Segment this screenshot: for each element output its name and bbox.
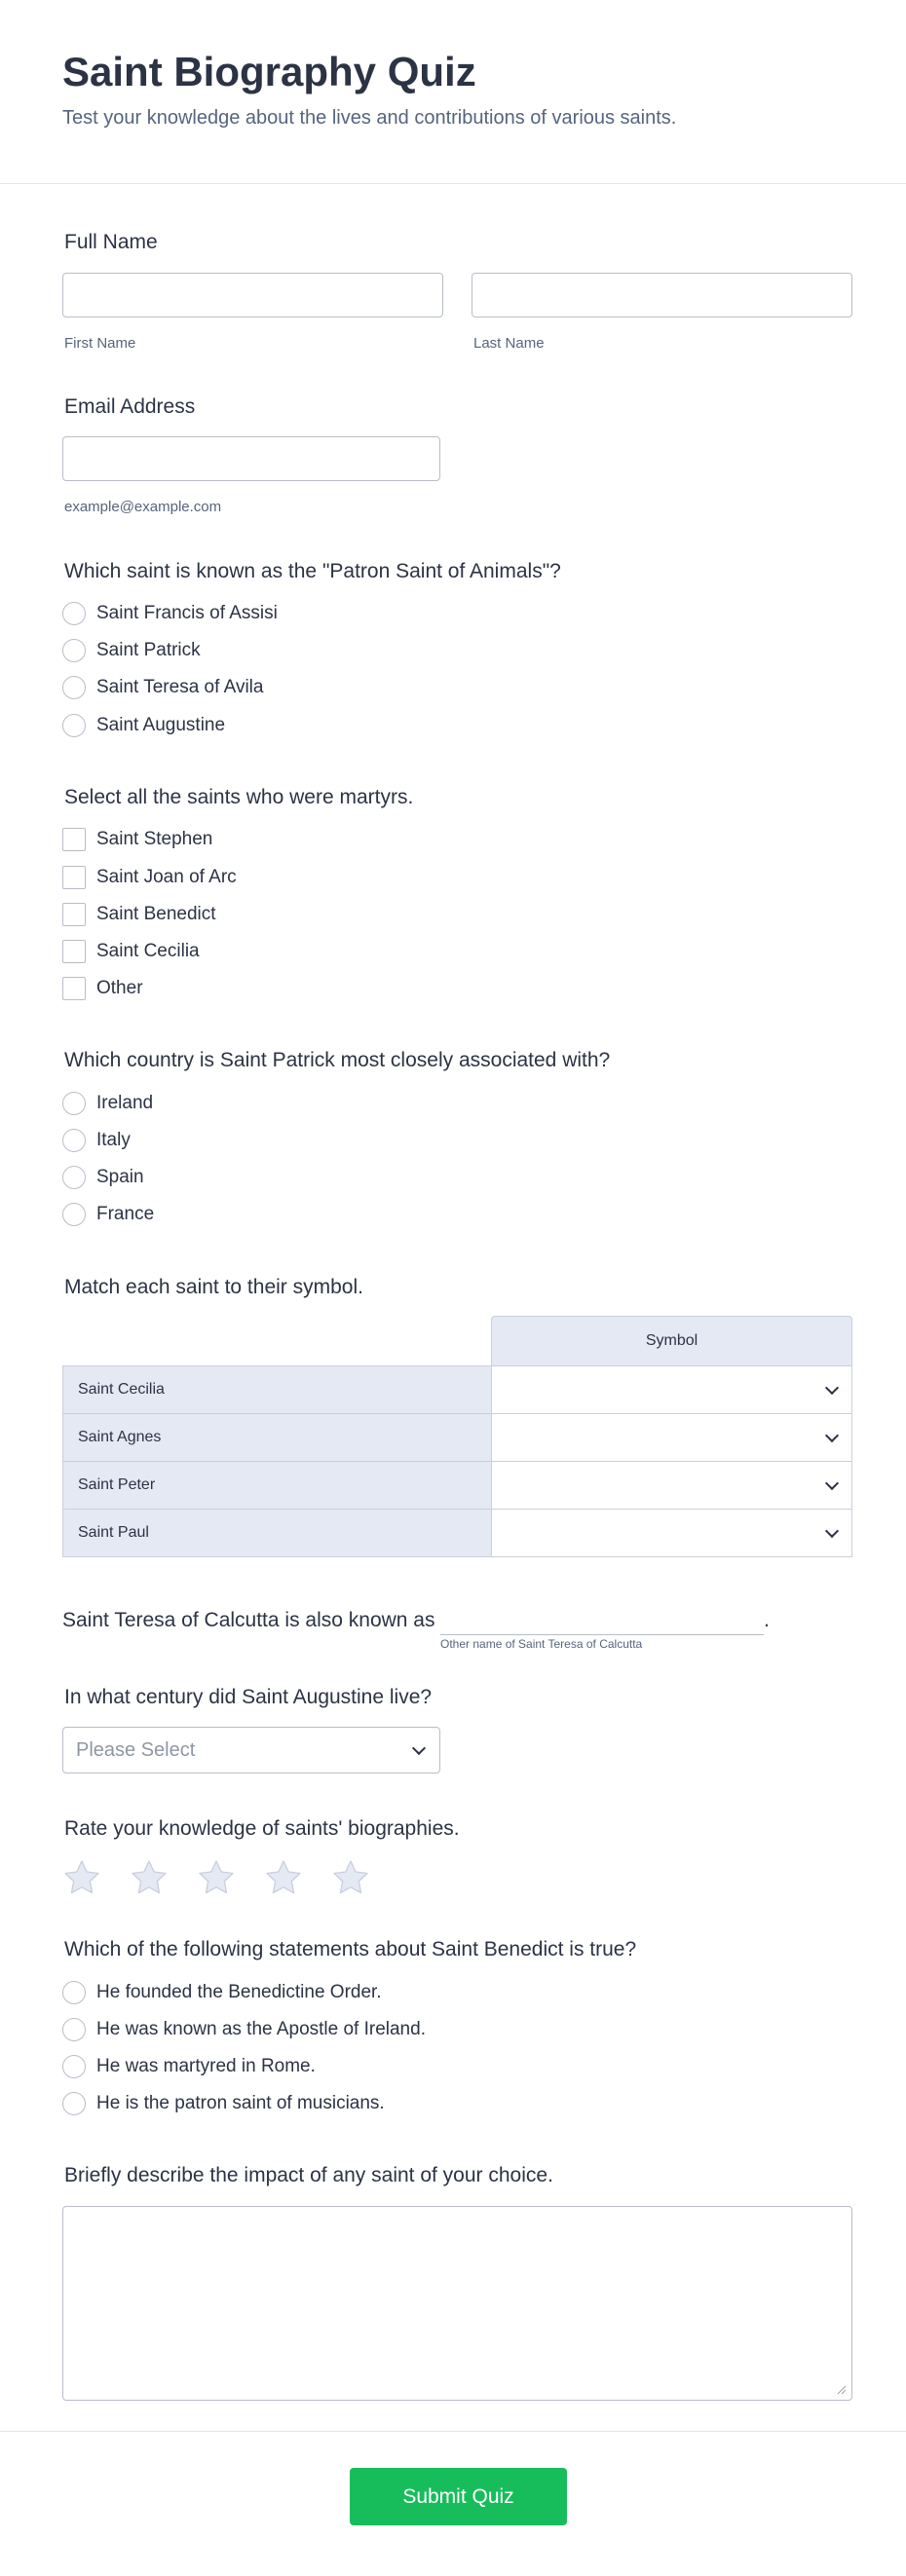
radio-button[interactable] [62, 602, 86, 625]
matrix-column-header: Symbol [491, 1316, 852, 1366]
radio-button[interactable] [62, 1203, 86, 1226]
option-label: Saint Francis of Assisi [96, 603, 278, 623]
page-subtitle: Test your knowledge about the lives and contributions of various saints. [62, 107, 677, 129]
radio-option[interactable] [62, 711, 225, 740]
radio-option[interactable] [62, 599, 278, 628]
page-title: Saint Biography Quiz [62, 49, 476, 94]
fill-blank-period: . [764, 1609, 770, 1631]
email-label: Email Address [64, 395, 196, 418]
matrix-row-label: Saint Agnes [62, 1413, 492, 1462]
matrix-row [62, 1461, 852, 1510]
star-icon[interactable] [62, 1858, 101, 1897]
matrix-symbol-select[interactable] [491, 1413, 852, 1462]
question-rating: Rate your knowledge of saints' biographies. [64, 1817, 460, 1840]
fill-blank-sublabel: Other name of Saint Teresa of Calcutta [440, 1637, 643, 1651]
chevron-down-icon [412, 1741, 426, 1755]
star-icon[interactable] [197, 1858, 236, 1897]
matrix-row-label: Saint Paul [62, 1509, 492, 1557]
matrix-symbol-select[interactable] [491, 1509, 852, 1557]
checkbox-option[interactable] [62, 937, 200, 966]
chevron-down-icon [825, 1429, 839, 1442]
option-label: Saint Teresa of Avila [96, 677, 264, 697]
matrix-row [62, 1509, 852, 1557]
matrix-symbol-select[interactable] [491, 1461, 852, 1510]
question-martyrs: Select all the saints who were martyrs. [64, 786, 414, 808]
radio-button[interactable] [62, 2018, 86, 2041]
option-label: He is the patron saint of musicians. [96, 2093, 385, 2113]
radio-option[interactable] [62, 1200, 154, 1229]
radio-button[interactable] [62, 1129, 86, 1152]
email-input[interactable] [62, 436, 440, 481]
matrix-row-label: Saint Peter [62, 1461, 492, 1510]
radio-option[interactable] [62, 636, 201, 665]
checkbox[interactable] [62, 828, 86, 851]
full-name-label: Full Name [64, 231, 158, 253]
checkbox-option[interactable] [62, 825, 212, 854]
option-label: Spain [96, 1167, 144, 1187]
radio-button[interactable] [62, 676, 86, 699]
last-name-input[interactable] [472, 273, 852, 317]
radio-option[interactable] [62, 1163, 144, 1192]
first-name-input[interactable] [62, 273, 443, 317]
option-label: Saint Joan of Arc [96, 867, 237, 887]
impact-textarea[interactable] [62, 2206, 852, 2401]
resize-handle-icon[interactable] [837, 2385, 847, 2395]
radio-option[interactable] [62, 1978, 382, 2007]
radio-button[interactable] [62, 714, 86, 737]
matrix-row-label: Saint Cecilia [62, 1365, 492, 1414]
radio-button[interactable] [62, 639, 86, 662]
matrix-symbol-select[interactable] [491, 1365, 852, 1414]
option-label: He was martyred in Rome. [96, 2056, 316, 2076]
option-label: Ireland [96, 1093, 154, 1113]
fill-blank-text: Saint Teresa of Calcutta is also known as [62, 1609, 435, 1631]
question-impact: Briefly describe the impact of any saint of your choice. [64, 2164, 553, 2186]
chevron-down-icon [825, 1381, 839, 1395]
star-icon[interactable] [331, 1858, 370, 1897]
email-sublabel: example@example.com [64, 499, 222, 515]
chevron-down-icon [825, 1476, 839, 1490]
option-label: Saint Stephen [96, 829, 213, 849]
star-rating [62, 1858, 398, 1897]
select-placeholder: Please Select [76, 1739, 196, 1761]
question-patron-animals: Which saint is known as the "Patron Saint of Animals"? [64, 560, 561, 582]
radio-button[interactable] [62, 1092, 86, 1115]
first-name-sublabel: First Name [64, 335, 136, 352]
checkbox[interactable] [62, 903, 86, 926]
checkbox-option[interactable] [62, 863, 237, 892]
star-icon[interactable] [130, 1858, 169, 1897]
option-label: He founded the Benedictine Order. [96, 1982, 382, 2002]
radio-button[interactable] [62, 2055, 86, 2078]
question-benedict: Which of the following statements about Saint Benedict is true? [64, 1938, 637, 1960]
option-label: Saint Cecilia [96, 941, 200, 961]
radio-option[interactable] [62, 2052, 316, 2081]
form-header [0, 0, 906, 184]
radio-button[interactable] [62, 2092, 86, 2115]
checkbox-option[interactable] [62, 900, 216, 929]
checkbox-option[interactable] [62, 974, 143, 1003]
radio-option[interactable] [62, 1126, 131, 1155]
radio-button[interactable] [62, 1981, 86, 2004]
last-name-sublabel: Last Name [473, 335, 545, 352]
option-label: He was known as the Apostle of Ireland. [96, 2019, 426, 2039]
radio-option[interactable] [62, 673, 263, 702]
option-label: Saint Patrick [96, 640, 201, 660]
submit-quiz-button[interactable]: Submit Quiz [350, 2468, 567, 2525]
checkbox[interactable] [62, 940, 86, 963]
radio-button[interactable] [62, 1166, 86, 1189]
checkbox[interactable] [62, 977, 86, 1000]
century-select[interactable] [62, 1727, 440, 1773]
question-match-symbol: Match each saint to their symbol. [64, 1276, 363, 1298]
question-country: Which country is Saint Patrick most closely associated with? [64, 1049, 611, 1071]
question-century: In what century did Saint Augustine live? [64, 1686, 433, 1708]
checkbox[interactable] [62, 866, 86, 889]
option-label: Other [96, 978, 143, 998]
option-label: Saint Benedict [96, 904, 216, 924]
fill-blank-input[interactable] [440, 1634, 764, 1635]
matrix-row [62, 1365, 852, 1414]
radio-option[interactable] [62, 1089, 153, 1118]
chevron-down-icon [825, 1524, 839, 1538]
radio-option[interactable] [62, 2015, 426, 2044]
option-label: Saint Augustine [96, 715, 226, 735]
radio-option[interactable] [62, 2089, 385, 2118]
option-label: France [96, 1204, 155, 1224]
matrix-row [62, 1413, 852, 1462]
option-label: Italy [96, 1130, 131, 1150]
star-icon[interactable] [264, 1858, 303, 1897]
